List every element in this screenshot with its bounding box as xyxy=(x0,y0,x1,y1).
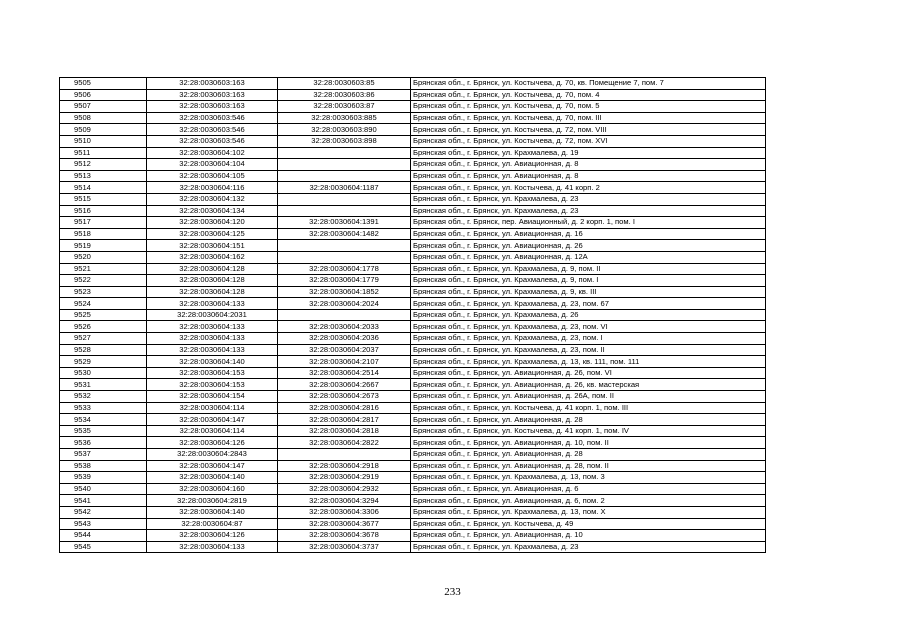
row-number-cell: 9505 xyxy=(60,78,147,90)
address-cell: Брянская обл., г. Брянск, ул. Костычева, д. 49 xyxy=(411,518,766,530)
row-number-cell: 9529 xyxy=(60,356,147,368)
parcel-cadastral-number-cell: 32:28:0030604:102 xyxy=(147,147,278,159)
table-row xyxy=(60,483,766,495)
parcel-cadastral-number-cell: 32:28:0030603:546 xyxy=(147,124,278,136)
address-cell: Брянская обл., г. Брянск, ул. Крахмалева, д. 23, пом. VI xyxy=(411,321,766,333)
object-cadastral-number-cell xyxy=(278,147,411,159)
parcel-cadastral-number-cell: 32:28:0030604:126 xyxy=(147,437,278,449)
table-row xyxy=(60,367,766,379)
object-cadastral-number-cell: 32:28:0030604:2932 xyxy=(278,483,411,495)
parcel-cadastral-number-cell: 32:28:0030604:104 xyxy=(147,159,278,171)
row-number-cell: 9540 xyxy=(60,483,147,495)
row-number-cell: 9513 xyxy=(60,170,147,182)
row-number-cell: 9506 xyxy=(60,89,147,101)
parcel-cadastral-number-cell: 32:28:0030603:546 xyxy=(147,135,278,147)
address-cell: Брянская обл., г. Брянск, ул. Крахмалева, д. 23 xyxy=(411,541,766,553)
parcel-cadastral-number-cell: 32:28:0030604:128 xyxy=(147,263,278,275)
row-number-cell: 9516 xyxy=(60,205,147,217)
object-cadastral-number-cell: 32:28:0030604:2817 xyxy=(278,414,411,426)
address-cell: Брянская обл., г. Брянск, ул. Авиационная, д. 26А, пом. II xyxy=(411,391,766,403)
table-row xyxy=(60,425,766,437)
parcel-cadastral-number-cell: 32:28:0030604:134 xyxy=(147,205,278,217)
parcel-cadastral-number-cell: 32:28:0030603:163 xyxy=(147,101,278,113)
object-cadastral-number-cell: 32:28:0030604:1779 xyxy=(278,275,411,287)
object-cadastral-number-cell: 32:28:0030604:1187 xyxy=(278,182,411,194)
parcel-cadastral-number-cell: 32:28:0030604:153 xyxy=(147,367,278,379)
row-number-cell: 9531 xyxy=(60,379,147,391)
address-cell: Брянская обл., г. Брянск, ул. Костычева, д. 70, пом. 5 xyxy=(411,101,766,113)
table-row xyxy=(60,321,766,333)
row-number-cell: 9527 xyxy=(60,333,147,345)
table-row xyxy=(60,112,766,124)
address-cell: Брянская обл., г. Брянск, ул. Крахмалева, д. 23 xyxy=(411,193,766,205)
parcel-cadastral-number-cell: 32:28:0030604:133 xyxy=(147,298,278,310)
object-cadastral-number-cell: 32:28:0030604:1391 xyxy=(278,217,411,229)
object-cadastral-number-cell: 32:28:0030604:3294 xyxy=(278,495,411,507)
parcel-cadastral-number-cell: 32:28:0030604:132 xyxy=(147,193,278,205)
address-cell: Брянская обл., г. Брянск, ул. Костычева, д. 70, пом. III xyxy=(411,112,766,124)
object-cadastral-number-cell: 32:28:0030604:2514 xyxy=(278,367,411,379)
address-cell: Брянская обл., г. Брянск, ул. Костычева, д. 72, пом. XVI xyxy=(411,135,766,147)
row-number-cell: 9515 xyxy=(60,193,147,205)
address-cell: Брянская обл., г. Брянск, ул. Авиационная, д. 16 xyxy=(411,228,766,240)
object-cadastral-number-cell xyxy=(278,159,411,171)
table-row xyxy=(60,275,766,287)
object-cadastral-number-cell: 32:28:0030604:2107 xyxy=(278,356,411,368)
object-cadastral-number-cell: 32:28:0030604:3737 xyxy=(278,541,411,553)
object-cadastral-number-cell: 32:28:0030604:2673 xyxy=(278,391,411,403)
row-number-cell: 9541 xyxy=(60,495,147,507)
parcel-cadastral-number-cell: 32:28:0030604:2843 xyxy=(147,449,278,461)
parcel-cadastral-number-cell: 32:28:0030603:546 xyxy=(147,112,278,124)
table-row xyxy=(60,251,766,263)
object-cadastral-number-cell: 32:28:0030604:2919 xyxy=(278,472,411,484)
address-cell: Брянская обл., г. Брянск, ул. Авиационная, д. 6 xyxy=(411,483,766,495)
address-cell: Брянская обл., г. Брянск, ул. Крахмалева, д. 13, пом. X xyxy=(411,506,766,518)
address-cell: Брянская обл., г. Брянск, ул. Авиационная, д. 28 xyxy=(411,414,766,426)
table-row xyxy=(60,541,766,553)
table-row xyxy=(60,159,766,171)
object-cadastral-number-cell: 32:28:0030603:890 xyxy=(278,124,411,136)
row-number-cell: 9511 xyxy=(60,147,147,159)
row-number-cell: 9517 xyxy=(60,217,147,229)
address-cell: Брянская обл., г. Брянск, ул. Крахмалева, д. 19 xyxy=(411,147,766,159)
parcel-cadastral-number-cell: 32:28:0030604:133 xyxy=(147,541,278,553)
parcel-cadastral-number-cell: 32:28:0030604:160 xyxy=(147,483,278,495)
address-cell: Брянская обл., г. Брянск, ул. Костычева, д. 70, пом. 4 xyxy=(411,89,766,101)
object-cadastral-number-cell: 32:28:0030604:2036 xyxy=(278,333,411,345)
cadastral-table-body xyxy=(60,78,766,553)
address-cell: Брянская обл., г. Брянск, ул. Костычева, д. 41 корп. 1, пом. III xyxy=(411,402,766,414)
parcel-cadastral-number-cell: 32:28:0030604:2819 xyxy=(147,495,278,507)
parcel-cadastral-number-cell: 32:28:0030604:162 xyxy=(147,251,278,263)
parcel-cadastral-number-cell: 32:28:0030604:105 xyxy=(147,170,278,182)
table-row xyxy=(60,309,766,321)
address-cell: Брянская обл., г. Брянск, ул. Авиационная, д. 10 xyxy=(411,530,766,542)
table-row xyxy=(60,263,766,275)
parcel-cadastral-number-cell: 32:28:0030604:87 xyxy=(147,518,278,530)
table-row xyxy=(60,414,766,426)
row-number-cell: 9509 xyxy=(60,124,147,136)
table-row xyxy=(60,518,766,530)
address-cell: Брянская обл., г. Брянск, ул. Авиационная, д. 8 xyxy=(411,159,766,171)
table-row xyxy=(60,298,766,310)
address-cell: Брянская обл., г. Брянск, ул. Авиационная, д. 6, пом. 2 xyxy=(411,495,766,507)
row-number-cell: 9514 xyxy=(60,182,147,194)
row-number-cell: 9532 xyxy=(60,391,147,403)
address-cell: Брянская обл., г. Брянск, ул. Авиационная, д. 10, пом. II xyxy=(411,437,766,449)
table-row xyxy=(60,460,766,472)
address-cell: Брянская обл., г. Брянск, ул. Авиационная, д. 12А xyxy=(411,251,766,263)
parcel-cadastral-number-cell: 32:28:0030604:120 xyxy=(147,217,278,229)
object-cadastral-number-cell xyxy=(278,449,411,461)
row-number-cell: 9530 xyxy=(60,367,147,379)
table-row xyxy=(60,286,766,298)
address-cell: Брянская обл., г. Брянск, ул. Костычева, д. 41 корп. 2 xyxy=(411,182,766,194)
parcel-cadastral-number-cell: 32:28:0030604:128 xyxy=(147,275,278,287)
row-number-cell: 9512 xyxy=(60,159,147,171)
parcel-cadastral-number-cell: 32:28:0030603:163 xyxy=(147,89,278,101)
table-row xyxy=(60,135,766,147)
address-cell: Брянская обл., г. Брянск, ул. Костычева, д. 70, кв. Помещение 7, пом. 7 xyxy=(411,78,766,90)
object-cadastral-number-cell: 32:28:0030603:885 xyxy=(278,112,411,124)
table-row xyxy=(60,472,766,484)
row-number-cell: 9526 xyxy=(60,321,147,333)
parcel-cadastral-number-cell: 32:28:0030604:2031 xyxy=(147,309,278,321)
address-cell: Брянская обл., г. Брянск, ул. Авиационная, д. 26 xyxy=(411,240,766,252)
object-cadastral-number-cell xyxy=(278,193,411,205)
row-number-cell: 9518 xyxy=(60,228,147,240)
parcel-cadastral-number-cell: 32:28:0030604:125 xyxy=(147,228,278,240)
address-cell: Брянская обл., г. Брянск, ул. Крахмалева, д. 23, пом. II xyxy=(411,344,766,356)
parcel-cadastral-number-cell: 32:28:0030604:126 xyxy=(147,530,278,542)
object-cadastral-number-cell: 32:28:0030604:2918 xyxy=(278,460,411,472)
address-cell: Брянская обл., г. Брянск, ул. Крахмалева, д. 9, кв. III xyxy=(411,286,766,298)
object-cadastral-number-cell: 32:28:0030604:3306 xyxy=(278,506,411,518)
table-row xyxy=(60,147,766,159)
object-cadastral-number-cell: 32:28:0030603:87 xyxy=(278,101,411,113)
object-cadastral-number-cell: 32:28:0030603:85 xyxy=(278,78,411,90)
table-row xyxy=(60,205,766,217)
object-cadastral-number-cell: 32:28:0030604:1482 xyxy=(278,228,411,240)
row-number-cell: 9536 xyxy=(60,437,147,449)
row-number-cell: 9508 xyxy=(60,112,147,124)
table-row xyxy=(60,78,766,90)
row-number-cell: 9535 xyxy=(60,425,147,437)
address-cell: Брянская обл., г. Брянск, ул. Авиационная, д. 26, кв. мастерская xyxy=(411,379,766,391)
table-row xyxy=(60,506,766,518)
parcel-cadastral-number-cell: 32:28:0030604:154 xyxy=(147,391,278,403)
object-cadastral-number-cell: 32:28:0030604:2033 xyxy=(278,321,411,333)
address-cell: Брянская обл., г. Брянск, ул. Крахмалева, д. 23, пом. 67 xyxy=(411,298,766,310)
row-number-cell: 9539 xyxy=(60,472,147,484)
address-cell: Брянская обл., г. Брянск, ул. Крахмалева, д. 23 xyxy=(411,205,766,217)
object-cadastral-number-cell: 32:28:0030604:3677 xyxy=(278,518,411,530)
address-cell: Брянская обл., г. Брянск, ул. Крахмалева, д. 9, пом. II xyxy=(411,263,766,275)
row-number-cell: 9507 xyxy=(60,101,147,113)
table-row xyxy=(60,379,766,391)
table-row xyxy=(60,193,766,205)
page-number: 233 xyxy=(444,586,461,598)
address-cell: Брянская обл., г. Брянск, ул. Костычева, д. 72, пом. VIII xyxy=(411,124,766,136)
address-cell: Брянская обл., г. Брянск, пер. Авиационный, д. 2 корп. 1, пом. I xyxy=(411,217,766,229)
cadastral-table xyxy=(59,77,766,553)
row-number-cell: 9542 xyxy=(60,506,147,518)
table-row xyxy=(60,240,766,252)
table-row xyxy=(60,495,766,507)
object-cadastral-number-cell xyxy=(278,240,411,252)
object-cadastral-number-cell: 32:28:0030604:1778 xyxy=(278,263,411,275)
parcel-cadastral-number-cell: 32:28:0030604:151 xyxy=(147,240,278,252)
parcel-cadastral-number-cell: 32:28:0030604:133 xyxy=(147,321,278,333)
table-row xyxy=(60,449,766,461)
address-cell: Брянская обл., г. Брянск, ул. Крахмалева, д. 23, пом. I xyxy=(411,333,766,345)
address-cell: Брянская обл., г. Брянск, ул. Авиационная, д. 8 xyxy=(411,170,766,182)
row-number-cell: 9545 xyxy=(60,541,147,553)
object-cadastral-number-cell: 32:28:0030604:2024 xyxy=(278,298,411,310)
object-cadastral-number-cell: 32:28:0030603:898 xyxy=(278,135,411,147)
row-number-cell: 9520 xyxy=(60,251,147,263)
address-cell: Брянская обл., г. Брянск, ул. Крахмалева, д. 26 xyxy=(411,309,766,321)
row-number-cell: 9534 xyxy=(60,414,147,426)
row-number-cell: 9543 xyxy=(60,518,147,530)
parcel-cadastral-number-cell: 32:28:0030604:114 xyxy=(147,425,278,437)
row-number-cell: 9537 xyxy=(60,449,147,461)
address-cell: Брянская обл., г. Брянск, ул. Авиационная, д. 26, пом. VI xyxy=(411,367,766,379)
object-cadastral-number-cell xyxy=(278,170,411,182)
table-row xyxy=(60,437,766,449)
parcel-cadastral-number-cell: 32:28:0030604:116 xyxy=(147,182,278,194)
parcel-cadastral-number-cell: 32:28:0030604:147 xyxy=(147,460,278,472)
table-row xyxy=(60,402,766,414)
parcel-cadastral-number-cell: 32:28:0030604:140 xyxy=(147,506,278,518)
object-cadastral-number-cell xyxy=(278,251,411,263)
object-cadastral-number-cell: 32:28:0030603:86 xyxy=(278,89,411,101)
parcel-cadastral-number-cell: 32:28:0030604:153 xyxy=(147,379,278,391)
parcel-cadastral-number-cell: 32:28:0030604:140 xyxy=(147,472,278,484)
parcel-cadastral-number-cell: 32:28:0030604:133 xyxy=(147,333,278,345)
row-number-cell: 9525 xyxy=(60,309,147,321)
row-number-cell: 9533 xyxy=(60,402,147,414)
row-number-cell: 9519 xyxy=(60,240,147,252)
row-number-cell: 9538 xyxy=(60,460,147,472)
table-row xyxy=(60,101,766,113)
address-cell: Брянская обл., г. Брянск, ул. Крахмалева, д. 9, пом. I xyxy=(411,275,766,287)
table-row xyxy=(60,391,766,403)
row-number-cell: 9523 xyxy=(60,286,147,298)
table-row xyxy=(60,170,766,182)
parcel-cadastral-number-cell: 32:28:0030604:128 xyxy=(147,286,278,298)
table-row xyxy=(60,356,766,368)
address-cell: Брянская обл., г. Брянск, ул. Крахмалева, д. 13, пом. 3 xyxy=(411,472,766,484)
row-number-cell: 9522 xyxy=(60,275,147,287)
object-cadastral-number-cell: 32:28:0030604:2667 xyxy=(278,379,411,391)
object-cadastral-number-cell: 32:28:0030604:2822 xyxy=(278,437,411,449)
parcel-cadastral-number-cell: 32:28:0030604:133 xyxy=(147,344,278,356)
row-number-cell: 9510 xyxy=(60,135,147,147)
row-number-cell: 9544 xyxy=(60,530,147,542)
object-cadastral-number-cell: 32:28:0030604:2816 xyxy=(278,402,411,414)
parcel-cadastral-number-cell: 32:28:0030604:114 xyxy=(147,402,278,414)
parcel-cadastral-number-cell: 32:28:0030604:140 xyxy=(147,356,278,368)
parcel-cadastral-number-cell: 32:28:0030604:147 xyxy=(147,414,278,426)
table-row xyxy=(60,333,766,345)
object-cadastral-number-cell: 32:28:0030604:1852 xyxy=(278,286,411,298)
table-row xyxy=(60,344,766,356)
table-row xyxy=(60,530,766,542)
table-row xyxy=(60,228,766,240)
object-cadastral-number-cell: 32:28:0030604:2818 xyxy=(278,425,411,437)
table-row xyxy=(60,217,766,229)
table-row xyxy=(60,89,766,101)
object-cadastral-number-cell: 32:28:0030604:2037 xyxy=(278,344,411,356)
row-number-cell: 9521 xyxy=(60,263,147,275)
address-cell: Брянская обл., г. Брянск, ул. Крахмалева, д. 13, кв. 111, пом. 111 xyxy=(411,356,766,368)
address-cell: Брянская обл., г. Брянск, ул. Авиационная, д. 28 xyxy=(411,449,766,461)
object-cadastral-number-cell xyxy=(278,205,411,217)
address-cell: Брянская обл., г. Брянск, ул. Авиационная, д. 28, пом. II xyxy=(411,460,766,472)
object-cadastral-number-cell xyxy=(278,309,411,321)
address-cell: Брянская обл., г. Брянск, ул. Костычева, д. 41 корп. 1, пом. IV xyxy=(411,425,766,437)
row-number-cell: 9528 xyxy=(60,344,147,356)
parcel-cadastral-number-cell: 32:28:0030603:163 xyxy=(147,78,278,90)
object-cadastral-number-cell: 32:28:0030604:3678 xyxy=(278,530,411,542)
row-number-cell: 9524 xyxy=(60,298,147,310)
table-row xyxy=(60,182,766,194)
table-row xyxy=(60,124,766,136)
